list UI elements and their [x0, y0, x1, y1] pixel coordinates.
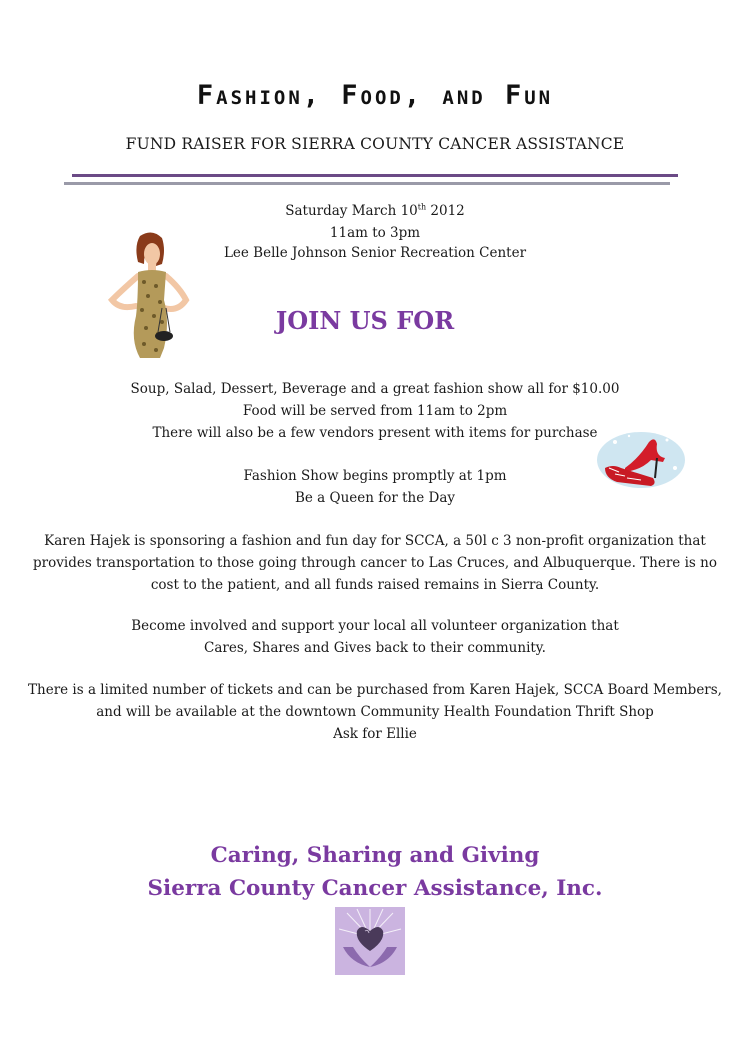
menu-line-3: There will also be a few vendors present with items for purchase: [152, 425, 598, 441]
footer-organization-name: Sierra County Cancer Assistance, Inc.: [147, 876, 603, 901]
fashion-lady-illustration: [100, 230, 196, 360]
involve-line-2: Cares, Shares and Gives back to their community.: [204, 640, 546, 656]
heart-in-hands-logo: [335, 907, 405, 975]
sponsor-line-3: cost to the patient, and all funds raised remains in Sierra County.: [150, 577, 600, 593]
event-time: 11am to 3pm: [329, 225, 421, 241]
show-line-2: Be a Queen for the Day: [294, 490, 456, 506]
page-title: Fashion, Food, and Fun: [196, 80, 554, 111]
event-date-main: Saturday March 10: [285, 203, 418, 219]
divider-purple: [72, 174, 678, 177]
page-subtitle: FUND RAISER FOR SIERRA COUNTY CANCER ASSISTANCE: [125, 135, 625, 153]
footer-tagline: Caring, Sharing and Giving: [210, 843, 540, 868]
event-date: [0, 203, 750, 219]
show-line-1: Fashion Show begins promptly at 1pm: [243, 468, 507, 484]
event-date-suffix: th: [417, 202, 427, 212]
join-us-heading: JOIN US FOR: [275, 306, 455, 335]
event-date-year: 2012: [426, 203, 465, 219]
sponsor-line-2: provides transportation to those going through cancer to Las Cruces, and Albuquerque. There is no: [33, 555, 717, 571]
menu-line-2: Food will be served from 11am to 2pm: [242, 403, 508, 419]
sponsor-line-1: Karen Hajek is sponsoring a fashion and fun day for SCCA, a 50l c 3 non-profit organization that: [44, 533, 706, 549]
tickets-line-3: Ask for Ellie: [333, 726, 417, 742]
involve-line-1: Become involved and support your local all volunteer organization that: [131, 618, 619, 634]
menu-line-1: Soup, Salad, Dessert, Beverage and a great fashion show all for $10.00: [130, 381, 620, 397]
tickets-line-1: There is a limited number of tickets and can be purchased from Karen Hajek, SCCA Board Members,: [28, 682, 722, 698]
tickets-line-2: and will be available at the downtown Community Health Foundation Thrift Shop: [96, 704, 654, 720]
divider-gray: [64, 182, 670, 185]
event-venue: Lee Belle Johnson Senior Recreation Center: [223, 245, 527, 261]
